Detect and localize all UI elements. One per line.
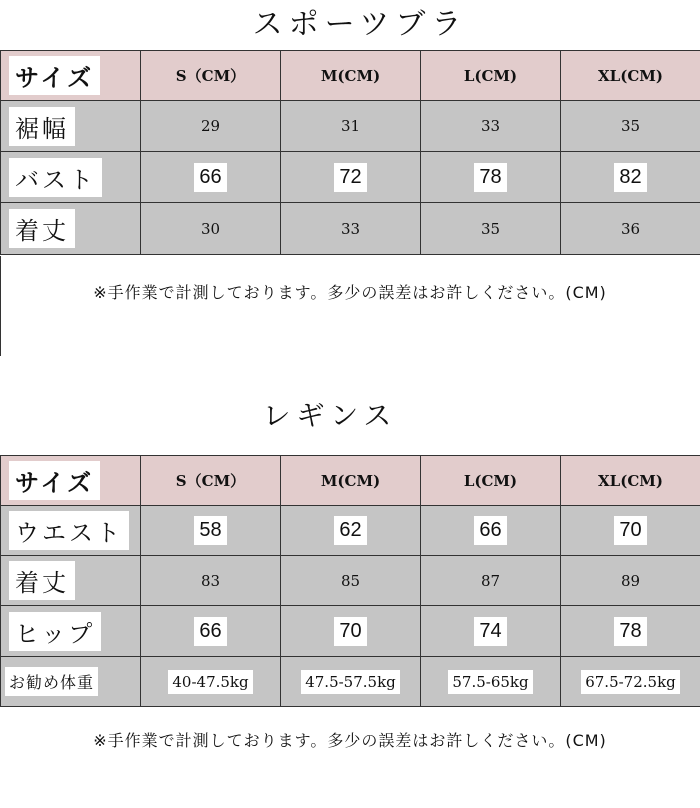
value-cell [141, 152, 281, 203]
header-cell-xl: XL(CM) [561, 456, 700, 506]
value-cell [561, 152, 700, 203]
value-box: 66 [194, 617, 226, 646]
value-cell [561, 657, 700, 707]
divider-line [0, 256, 1, 356]
value-cell [561, 506, 700, 556]
value-box: 70 [614, 516, 646, 545]
value-cell [281, 506, 421, 556]
value-box: 70 [334, 617, 366, 646]
table-row-length [1, 556, 700, 606]
size-header-label: サイズ [9, 56, 100, 95]
row-label: 着丈 [9, 209, 75, 248]
table-header-row [1, 456, 700, 506]
row-label: 裾幅 [9, 107, 75, 146]
header-label-cell [1, 51, 141, 101]
table-row-recommended-weight [1, 657, 700, 707]
header-label-cell [1, 456, 141, 506]
value-cell [561, 606, 700, 657]
value-cell: 36 [561, 203, 700, 255]
row-label-cell [1, 606, 141, 657]
value-cell: 87 [421, 556, 561, 606]
value-cell [281, 657, 421, 707]
row-label-cell [1, 203, 141, 255]
value-cell [141, 657, 281, 707]
value-cell [281, 152, 421, 203]
row-label: バスト [9, 158, 102, 197]
value-cell: 83 [141, 556, 281, 606]
row-label: ウエスト [9, 511, 129, 550]
value-cell: 30 [141, 203, 281, 255]
leggings-size-table [0, 455, 700, 707]
value-box: 47.5-57.5kg [301, 670, 400, 694]
value-cell: 85 [281, 556, 421, 606]
value-box: 66 [194, 163, 226, 192]
value-box: 72 [334, 163, 366, 192]
row-label: お勧め体重 [5, 667, 98, 696]
value-cell: 29 [141, 101, 281, 152]
value-cell: 33 [421, 101, 561, 152]
row-label-cell [1, 657, 141, 707]
value-cell: 33 [281, 203, 421, 255]
value-cell [141, 506, 281, 556]
header-cell-xl: XL(CM) [561, 51, 700, 101]
header-cell-l: L(CM) [421, 456, 561, 506]
value-cell: 31 [281, 101, 421, 152]
leggings-measurement-note: ※手作業で計測しております。多少の誤差はお許しください。(CM) [93, 731, 607, 750]
value-cell [281, 606, 421, 657]
table-row-bust [1, 152, 700, 203]
row-label-cell [1, 556, 141, 606]
table-row-hip [1, 606, 700, 657]
table-row-waist [1, 506, 700, 556]
value-box: 67.5-72.5kg [581, 670, 680, 694]
header-cell-s: S（CM） [141, 51, 281, 101]
value-box: 62 [334, 516, 366, 545]
value-box: 78 [474, 163, 506, 192]
header-cell-s: S（CM） [141, 456, 281, 506]
value-box: 78 [614, 617, 646, 646]
table-header-row [1, 51, 700, 101]
size-header-label: サイズ [9, 461, 100, 500]
value-cell: 35 [561, 101, 700, 152]
row-label-cell [1, 152, 141, 203]
value-box: 66 [474, 516, 506, 545]
value-cell [141, 606, 281, 657]
row-label-cell [1, 101, 141, 152]
sports-bra-measurement-note: ※手作業で計測しております。多少の誤差はお許しください。(CM) [93, 283, 607, 302]
value-cell [421, 152, 561, 203]
value-cell: 35 [421, 203, 561, 255]
value-box: 58 [194, 516, 226, 545]
table-row-hem-width [1, 101, 700, 152]
value-box: 82 [614, 163, 646, 192]
value-cell: 89 [561, 556, 700, 606]
row-label: 着丈 [9, 561, 75, 600]
leggings-title: レギンス [235, 392, 425, 440]
sports-bra-size-table [0, 50, 700, 255]
value-box: 74 [474, 617, 506, 646]
value-cell [421, 606, 561, 657]
row-label-cell [1, 506, 141, 556]
table-row-length [1, 203, 700, 255]
header-cell-m: M(CM) [281, 51, 421, 101]
value-box: 57.5-65kg [448, 670, 532, 694]
value-cell [421, 657, 561, 707]
row-label: ヒップ [9, 612, 101, 651]
value-cell [421, 506, 561, 556]
sports-bra-title: スポーツブラ [245, 2, 475, 48]
header-cell-l: L(CM) [421, 51, 561, 101]
header-cell-m: M(CM) [281, 456, 421, 506]
value-box: 40-47.5kg [168, 670, 252, 694]
